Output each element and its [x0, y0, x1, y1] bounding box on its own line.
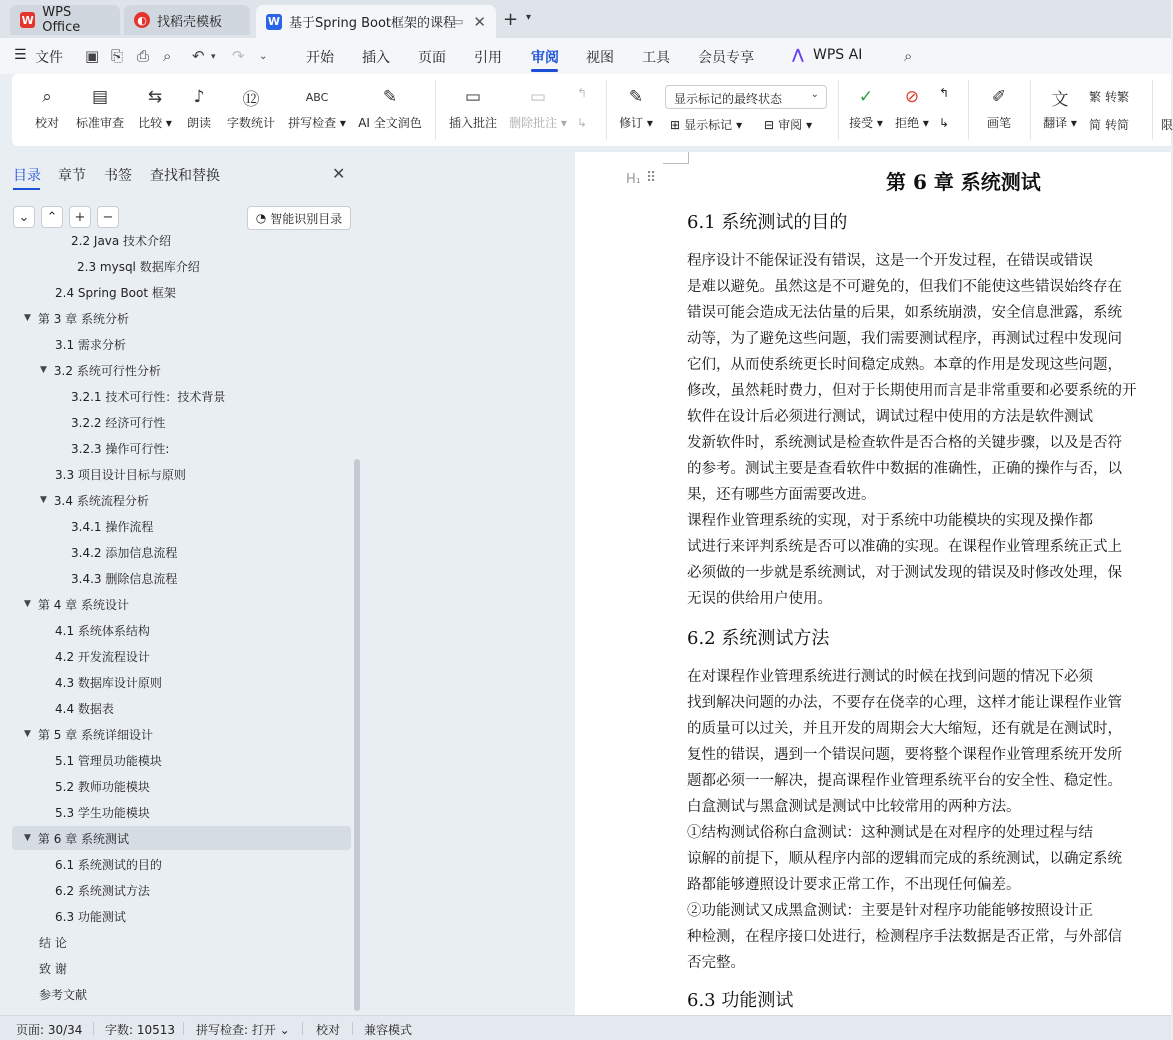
- toc-item-label: 4.4 数据表: [55, 701, 114, 716]
- translate-icon: 文: [1051, 89, 1069, 110]
- restrict-label: 限: [1161, 118, 1173, 132]
- tab-sections[interactable]: 章节: [58, 168, 86, 184]
- smart-toc-icon: ◔: [255, 211, 267, 225]
- compare-button[interactable]: [135, 74, 175, 131]
- review-pane-button[interactable]: ⊟ 审阅 ▾: [764, 117, 813, 132]
- page-indicator[interactable]: 页面: 30/34: [16, 1023, 83, 1037]
- reject-label: 拒绝 ▾: [895, 116, 929, 130]
- toc-item[interactable]: [55, 644, 150, 668]
- toc-item-label: 2.3 mysql 数据库介绍: [77, 259, 200, 274]
- paragraph-line: 是难以避免。虽然这是不可避免的，但我们不能使这些错误始终存在: [687, 279, 1122, 295]
- menu-review[interactable]: 审阅: [531, 50, 559, 66]
- paragraph-line: 的参考。测试主要是查看软件中数据的准确性，正确的操作与否，以: [687, 461, 1122, 477]
- toc-item-label: 3.2 系统可行性分析: [53, 363, 161, 378]
- toc-item-label: 3.2.3 操作可行性:: [71, 441, 170, 456]
- close-tab-icon[interactable]: ✕: [473, 12, 486, 31]
- toc-item-label: 2.2 Java 技术介绍: [71, 233, 172, 248]
- accept-button[interactable]: [847, 74, 885, 131]
- read-aloud-button[interactable]: [184, 74, 214, 131]
- toc-item[interactable]: [39, 956, 67, 980]
- show-markup-label: 显示标记: [684, 118, 733, 132]
- review-ribbon: [12, 74, 1171, 146]
- ribbon-divider: [838, 80, 839, 140]
- hamburger-icon[interactable]: ☰: [14, 47, 27, 63]
- tab-label: 基于Spring Boot框架的课程: [289, 16, 457, 31]
- track-changes-label: 修订 ▾: [619, 116, 653, 130]
- toc-item[interactable]: [39, 930, 67, 954]
- reject-icon: ⊘: [904, 87, 920, 107]
- review-pane-icon: ⊟: [764, 117, 775, 132]
- toc-item-label: 2.4 Spring Boot 框架: [55, 285, 176, 300]
- toc-item-label: 参考文献: [39, 987, 88, 1002]
- ribbon-divider: [968, 80, 969, 140]
- toc-item-label: 3.4.2 添加信息流程: [71, 545, 178, 560]
- standard-review-button[interactable]: [74, 74, 126, 131]
- paragraph-line: 试进行来评判系统是否可以准确的实现。在课程作业管理系统正式上: [687, 539, 1122, 555]
- delete-comment-label: 删除批注 ▾: [509, 116, 567, 130]
- toc-item-label: 3.4.3 删除信息流程: [71, 571, 178, 586]
- paragraph-line: 动等，为了避免这些问题，我们需要测试程序，再测试过程中发现问: [687, 331, 1122, 347]
- wps-logo-icon: W: [21, 13, 34, 27]
- chevron-down-icon: ⌄: [18, 209, 30, 225]
- track-changes-button[interactable]: [617, 74, 655, 131]
- wps-ai-icon: ⋀: [792, 47, 804, 63]
- tab-docer-templates[interactable]: [124, 5, 250, 35]
- toc-item[interactable]: [77, 254, 200, 278]
- toc-item[interactable]: [55, 852, 162, 876]
- save-icon[interactable]: ▣: [85, 47, 100, 65]
- active-tab-underline: [13, 188, 40, 190]
- word-count-button[interactable]: [226, 74, 276, 131]
- chevron-down-icon[interactable]: ▾: [211, 52, 216, 62]
- plus-icon: +: [74, 209, 86, 225]
- remove-heading-button[interactable]: [97, 206, 119, 228]
- traditional-icon: 繁: [1089, 90, 1102, 104]
- toc-item-label: 6.3 功能测试: [55, 909, 126, 924]
- paragraph-line: ②功能测试又成黑盒测试：主要是针对程序功能能够按照设计正: [687, 903, 1093, 919]
- insert-comment-label: 插入批注: [448, 116, 497, 130]
- toc-item[interactable]: [39, 982, 87, 1006]
- smart-toc-label: 智能识别目录: [270, 211, 343, 226]
- expand-triangle-icon[interactable]: ▼: [24, 729, 31, 739]
- toc-item[interactable]: [24, 722, 153, 746]
- toc-item[interactable]: [55, 670, 162, 694]
- paragraph-line: 题都必须一一解决，提高课程作业管理系统平台的安全性、稳定性。: [687, 773, 1122, 789]
- menu-file[interactable]: 文件: [35, 50, 63, 66]
- paragraph-line: 种检测，在程序接口处进行，检测程序手法数据是否正常，与外部信: [687, 929, 1122, 945]
- status-divider: [183, 1022, 184, 1035]
- accept-icon: ✓: [858, 87, 874, 107]
- restrict-button[interactable]: [1161, 116, 1173, 133]
- to-simplified-button[interactable]: [1089, 116, 1129, 133]
- tab-wps-office[interactable]: [10, 5, 120, 35]
- to-traditional-button[interactable]: [1089, 88, 1129, 105]
- read-aloud-label: 朗读: [186, 116, 211, 130]
- menu-tools[interactable]: 工具: [642, 50, 670, 66]
- chapter-title: 第 6 章 系统测试: [886, 170, 1041, 194]
- word-count-label: 字数统计: [226, 116, 275, 130]
- paragraph-line: 软件在设计后必须进行测试，调试过程中使用的方法是软件测试: [687, 409, 1093, 425]
- menu-wps-ai[interactable]: WPS AI: [813, 47, 863, 63]
- translate-label: 翻译 ▾: [1043, 116, 1077, 130]
- show-markup-icon: ⊞: [670, 117, 681, 132]
- toc-item[interactable]: [71, 566, 177, 590]
- toc-item-label: 6.1 系统测试的目的: [55, 857, 162, 872]
- ribbon-divider: [1152, 80, 1153, 140]
- toc-item-label: 结 论: [39, 935, 67, 950]
- paragraph-line: 复性的错误，遇到一个错误问题，要将整个课程作业管理系统开发所: [687, 747, 1122, 763]
- status-divider: [93, 1022, 94, 1035]
- markup-state-value: 显示标记的最终状态: [674, 92, 783, 106]
- status-bar: [0, 1015, 1171, 1040]
- proofread-indicator[interactable]: 校对: [316, 1023, 341, 1037]
- menu-insert[interactable]: 插入: [362, 50, 390, 66]
- expand-triangle-icon[interactable]: ▼: [24, 833, 31, 843]
- paragraph-line: 错误可能会造成无法估量的后果，如系统崩溃，安全信息泄露，系统: [687, 305, 1122, 321]
- menu-references[interactable]: 引用: [474, 50, 502, 66]
- expand-triangle-icon[interactable]: ▼: [40, 495, 47, 505]
- print-preview-icon[interactable]: ⌕: [163, 47, 172, 65]
- minus-icon: −: [102, 209, 114, 225]
- spell-check-icon: ABC: [305, 90, 329, 104]
- paragraph-line: 找到解决问题的办法，不要存在侥幸的心理，这样才能让课程作业管: [687, 695, 1122, 711]
- compatibility-mode-indicator: 兼容模式: [364, 1023, 413, 1037]
- docer-icon: ◐: [134, 12, 150, 28]
- paragraph-line: 修改，虽然耗时费力，但对于长期使用而言是非常重要和必要系统的开: [687, 383, 1137, 399]
- ribbon-divider: [606, 80, 607, 140]
- paragraph-line: 必须做的一步就是系统测试，对于测试发现的错误及时修改处理，保: [687, 565, 1122, 581]
- redo-icon[interactable]: ↷: [232, 47, 245, 65]
- track-changes-icon: ✎: [628, 87, 644, 107]
- translate-button[interactable]: [1041, 74, 1079, 131]
- word-doc-icon: W: [267, 15, 281, 28]
- toc-item-label: 4.2 开发流程设计: [55, 649, 150, 664]
- toc-item-label: 3.4 系统流程分析: [53, 493, 149, 508]
- ai-polish-button[interactable]: [356, 74, 424, 131]
- proofread-icon: ⌕: [42, 87, 52, 107]
- delete-comment-button[interactable]: [507, 74, 569, 131]
- tab-label: 找稻壳模板: [157, 14, 223, 30]
- standard-review-icon: ▤: [91, 87, 109, 107]
- chevron-down-icon[interactable]: ▾: [526, 12, 532, 23]
- compare-icon: ⇆: [147, 87, 163, 107]
- menu-home[interactable]: 开始: [306, 50, 334, 66]
- toc-item-label: 3.2.2 经济可行性: [71, 415, 166, 430]
- chevron-down-icon[interactable]: ⌄: [259, 51, 268, 62]
- reject-button[interactable]: [893, 74, 931, 131]
- search-icon[interactable]: ⌕: [904, 47, 913, 65]
- paragraph-line: 无误的供给用户使用。: [687, 591, 832, 607]
- menu-membership[interactable]: 会员专享: [698, 50, 754, 66]
- new-tab-plus-icon[interactable]: +: [503, 9, 519, 30]
- toc-item[interactable]: [71, 384, 225, 408]
- paragraph-line: 课程作业管理系统的实现，对于系统中功能模块的实现及操作都: [687, 513, 1093, 529]
- toc-scrollbar[interactable]: [354, 459, 360, 1011]
- accept-label: 接受 ▾: [849, 116, 883, 130]
- toc-item-label: 4.3 数据库设计原则: [55, 675, 162, 690]
- tab-label: WPS Office: [42, 5, 81, 35]
- read-aloud-icon: ♪: [193, 87, 205, 107]
- ribbon-divider: [1030, 80, 1031, 140]
- toc-item[interactable]: [71, 228, 171, 252]
- paragraph-line: 的质量可以过关，并且开发的周期会大大缩短，还有就是在测试时，: [687, 721, 1122, 737]
- section-heading-6-2: 6.2 系统测试方法: [687, 628, 830, 649]
- delete-comment-icon: ▭: [529, 87, 547, 107]
- toc-item-label: 第 3 章 系统分析: [37, 311, 130, 326]
- insert-comment-button[interactable]: [447, 74, 499, 131]
- tab-current-document[interactable]: [256, 5, 496, 38]
- status-divider: [352, 1022, 353, 1035]
- paragraph-line: 发新软件时，系统测试是检查软件是否合格的关键步骤，以及是否符: [687, 435, 1122, 451]
- review-pane-label: 审阅: [778, 118, 803, 132]
- active-menu-underline: [531, 69, 558, 72]
- toc-item[interactable]: [55, 904, 126, 928]
- drag-handle-icon[interactable]: ⠿: [646, 170, 655, 186]
- standard-review-label: 标准审查: [75, 116, 124, 130]
- word-count-indicator[interactable]: 字数: 10513: [105, 1023, 176, 1037]
- pen-button[interactable]: [984, 74, 1014, 131]
- tab-toc[interactable]: 目录: [13, 168, 41, 184]
- collapse-all-button[interactable]: [13, 206, 35, 228]
- paragraph-line: 路都能够遵照设计要求正常工作，不出现任何偏差。: [687, 877, 1021, 893]
- toc-item-label: 第 5 章 系统详细设计: [37, 727, 154, 742]
- undo-icon[interactable]: ↶: [192, 47, 205, 65]
- toc-item[interactable]: [40, 488, 149, 512]
- toc-item[interactable]: [24, 592, 129, 616]
- to-simplified-label: 转简: [1105, 118, 1130, 132]
- toc-item-label: 致 谢: [39, 961, 67, 976]
- toc-item-label: 6.2 系统测试方法: [55, 883, 150, 898]
- close-pane-icon[interactable]: ✕: [332, 164, 346, 183]
- smart-toc-button[interactable]: [247, 206, 351, 230]
- paragraph-line: 它们，从而使系统更长时间稳定成熟。本章的作用是发现这些问题，: [687, 357, 1122, 373]
- paragraph-line: 在对课程作业管理系统进行测试的时候在找到问题的情况下必须: [687, 669, 1093, 685]
- tab-bookmarks[interactable]: 书签: [104, 168, 132, 184]
- next-comment-icon[interactable]: ↳: [577, 116, 588, 130]
- paragraph-line: 否完整。: [687, 955, 745, 971]
- toc-item[interactable]: [55, 462, 186, 486]
- toc-item[interactable]: [55, 748, 162, 772]
- toc-item-label: 3.2.1 技术可行性：技术背景: [71, 389, 226, 404]
- previous-comment-icon[interactable]: ↰: [577, 86, 588, 100]
- section-heading-6-1: 6.1 系统测试的目的: [687, 212, 848, 233]
- ai-polish-label: AI 全文润色: [358, 116, 422, 130]
- toc-item[interactable]: [71, 410, 165, 434]
- tab-find-replace[interactable]: 查找和替换: [150, 168, 220, 184]
- page-corner-mark: [663, 152, 689, 164]
- toc-item[interactable]: [55, 774, 150, 798]
- insert-comment-icon: ▭: [464, 87, 482, 107]
- toc-item-label: 3.1 需求分析: [55, 337, 126, 352]
- navigation-pane: [0, 152, 363, 1015]
- proofread-label: 校对: [34, 116, 59, 130]
- chevron-down-icon: ⌄: [810, 89, 819, 100]
- paragraph-line: 谅解的前提下，顺从程序内部的逻辑而完成的系统测试，以确定系统: [687, 851, 1122, 867]
- export-icon[interactable]: ⎘: [111, 47, 124, 65]
- toc-item-label: 5.2 教师功能模块: [55, 779, 150, 794]
- chevron-up-icon: ⌃: [46, 209, 58, 225]
- paragraph-line: 白盒测试与黑盒测试是测试中比较常用的两种方法。: [687, 799, 1021, 815]
- add-heading-button[interactable]: [69, 206, 91, 228]
- toc-item-label: 4.1 系统体系结构: [55, 623, 150, 638]
- spell-check-label: 拼写检查 ▾: [288, 116, 346, 130]
- menu-bar: [0, 38, 1171, 74]
- heading-marker-icon[interactable]: H₁: [626, 172, 641, 187]
- paragraph-line: 程序设计不能保证没有错误，这是一个开发过程，在错误或错误: [687, 253, 1093, 269]
- expand-triangle-icon[interactable]: ▼: [24, 313, 31, 323]
- next-change-icon[interactable]: ↳: [939, 116, 950, 130]
- toc-item[interactable]: [55, 332, 126, 356]
- show-markup-button[interactable]: ⊞ 显示标记 ▾: [670, 117, 743, 132]
- print-icon[interactable]: ⎙: [137, 47, 150, 65]
- toc-item[interactable]: [55, 280, 176, 304]
- paragraph-line: ①结构测试俗称白盒测试：这种测试是在对程序的处理过程与结: [687, 825, 1093, 841]
- ribbon-divider: [435, 80, 436, 140]
- expand-up-button[interactable]: [41, 206, 63, 228]
- toc-item[interactable]: [71, 514, 153, 538]
- menu-page[interactable]: 页面: [418, 50, 446, 66]
- previous-change-icon[interactable]: ↰: [939, 86, 950, 100]
- toc-item[interactable]: [71, 540, 177, 564]
- markup-state-select[interactable]: [665, 85, 827, 109]
- toc-item[interactable]: [55, 878, 150, 902]
- word-count-icon: ⑫: [242, 89, 260, 110]
- toc-item[interactable]: [40, 358, 161, 382]
- toc-item-label: 3.3 项目设计目标与原则: [55, 467, 186, 482]
- toc-item-label: 第 4 章 系统设计: [37, 597, 130, 612]
- compare-label: 比较 ▾: [138, 116, 172, 130]
- ai-polish-icon: ✎: [382, 87, 398, 107]
- toc-item[interactable]: [55, 696, 114, 720]
- proofread-button[interactable]: [32, 74, 62, 131]
- status-divider: [302, 1022, 303, 1035]
- section-heading-6-3: 6.3 功能测试: [687, 990, 794, 1011]
- toc-item-label: 5.3 学生功能模块: [55, 805, 150, 820]
- toc-item[interactable]: [71, 436, 169, 460]
- toc-list: [0, 233, 354, 1015]
- toc-item-label: 3.4.1 操作流程: [71, 519, 154, 534]
- expand-triangle-icon[interactable]: ▼: [40, 365, 47, 375]
- pen-label: 画笔: [986, 116, 1011, 130]
- toc-item[interactable]: [24, 306, 129, 330]
- toc-item-label: 第 6 章 系统测试: [37, 831, 130, 846]
- tab-bar: [0, 0, 1171, 38]
- pen-icon: ✐: [991, 87, 1007, 107]
- toc-item[interactable]: [24, 826, 129, 850]
- simplified-icon: 简: [1089, 118, 1102, 132]
- monitor-icon: ▭: [453, 15, 464, 28]
- to-traditional-label: 转繁: [1105, 90, 1130, 104]
- toc-item-label: 5.1 管理员功能模块: [55, 753, 162, 768]
- spell-check-button[interactable]: [287, 74, 347, 131]
- spell-check-indicator[interactable]: 拼写检查: 打开 ⌄: [196, 1023, 290, 1037]
- toc-item[interactable]: [55, 618, 150, 642]
- menu-view[interactable]: 视图: [586, 50, 614, 66]
- toc-item[interactable]: [55, 800, 150, 824]
- expand-triangle-icon[interactable]: ▼: [24, 599, 31, 609]
- paragraph-line: 果，还有哪些方面需要改进。: [687, 487, 876, 503]
